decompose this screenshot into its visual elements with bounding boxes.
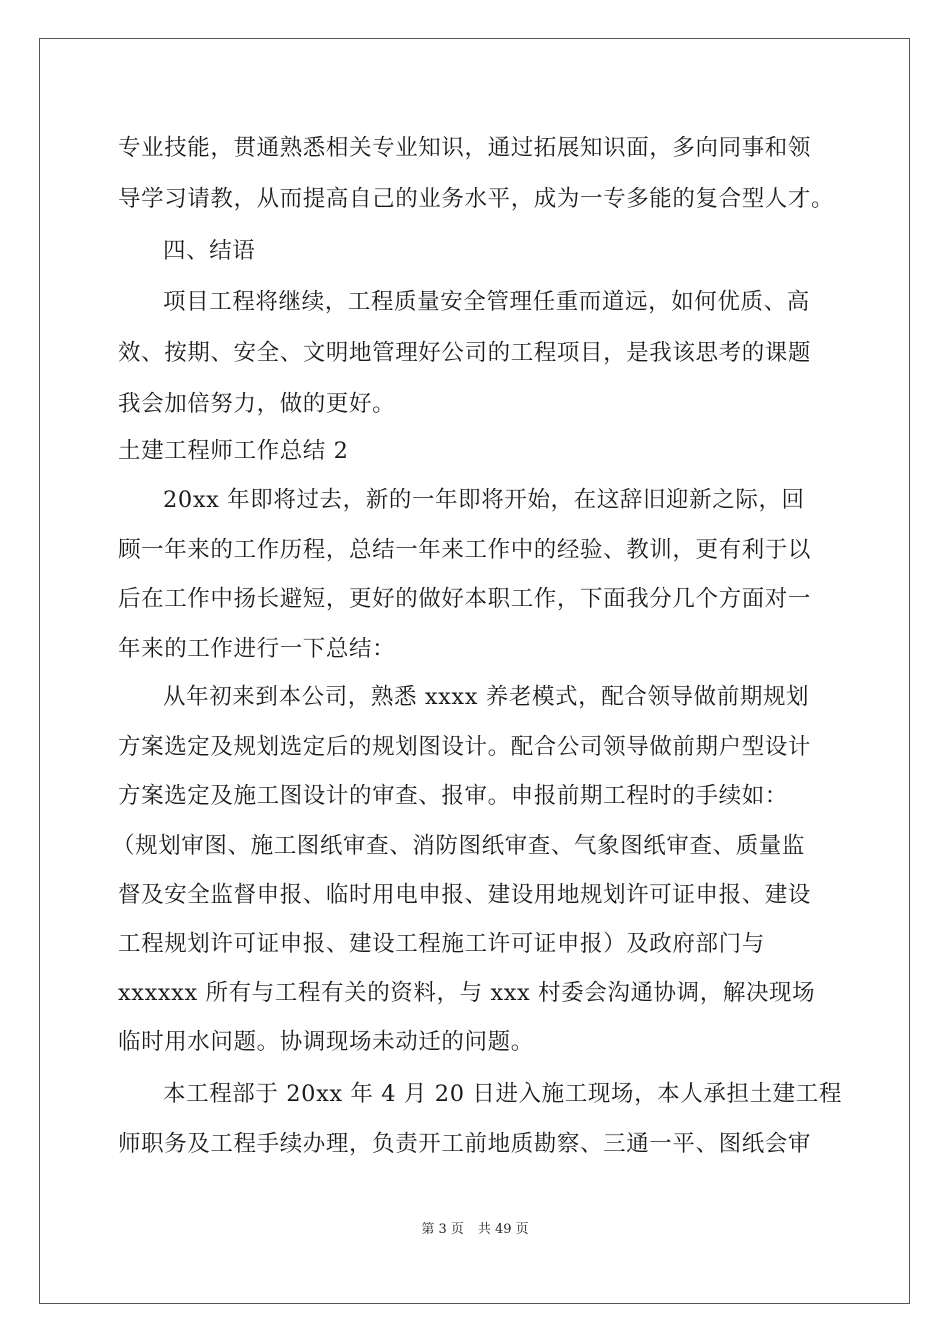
page-total: 共 49 页 xyxy=(477,1222,529,1237)
paragraph-line: 方案选定及规划选定后的规划图设计。配合公司领导做前期户型设计 xyxy=(118,734,812,760)
paragraph-line: 项目工程将继续，工程质量安全管理任重而道远，如何优质、高 xyxy=(163,289,810,315)
paragraph-line: 效、按期、安全、文明地管理好公司的工程项目，是我该思考的课题 xyxy=(118,340,812,366)
paragraph-line: （规划审图、施工图纸审查、消防图纸审查、气象图纸审查、质量监 xyxy=(112,833,806,859)
paragraph-line: 师职务及工程手续办理，负责开工前地质勘察、三通一平、图纸会审 xyxy=(118,1131,812,1157)
paragraph-line: 后在工作中扬长避短，更好的做好本职工作，下面我分几个方面对一 xyxy=(118,586,812,612)
paragraph-line: 年来的工作进行一下总结： xyxy=(118,636,396,662)
paragraph-line: 工程规划许可证申报、建设工程施工许可证申报）及政府部门与 xyxy=(118,931,765,957)
page-footer xyxy=(0,1221,950,1239)
paragraph-line: 临时用水问题。协调现场未动迁的问题。 xyxy=(118,1029,534,1055)
paragraph-line: 20xx 年即将过去，新的一年即将开始，在这辞旧迎新之际，回 xyxy=(163,487,805,513)
paragraph-line: 顾一年来的工作历程，总结一年来工作中的经验、教训，更有利于以 xyxy=(118,537,812,563)
page-border xyxy=(39,38,910,1304)
paragraph-line: 本工程部于 20xx 年 4 月 20 日进入施工现场，本人承担土建工程 xyxy=(163,1081,842,1107)
paragraph-line: 方案选定及施工图设计的审查、报审。申报前期工程时的手续如： xyxy=(118,783,788,809)
paragraph-line: xxxxxx 所有与工程有关的资料，与 xxx 村委会沟通协调，解决现场 xyxy=(118,980,816,1006)
paragraph-line: 督及安全监督申报、临时用电申报、建设用地规划许可证申报、建设 xyxy=(118,882,812,908)
document-subtitle: 土建工程师工作总结 2 xyxy=(118,438,349,464)
section-heading: 四、结语 xyxy=(163,238,256,264)
paragraph-line: 从年初来到本公司，熟悉 xxxx 养老模式，配合领导做前期规划 xyxy=(163,684,810,710)
page-number: 第 3 页 xyxy=(421,1222,464,1237)
paragraph-line: 专业技能，贯通熟悉相关专业知识，通过拓展知识面，多向同事和领 xyxy=(118,135,812,161)
paragraph-line: 导学习请教，从而提高自己的业务水平，成为一专多能的复合型人才。 xyxy=(118,186,835,212)
paragraph-line: 我会加倍努力，做的更好。 xyxy=(118,391,396,417)
